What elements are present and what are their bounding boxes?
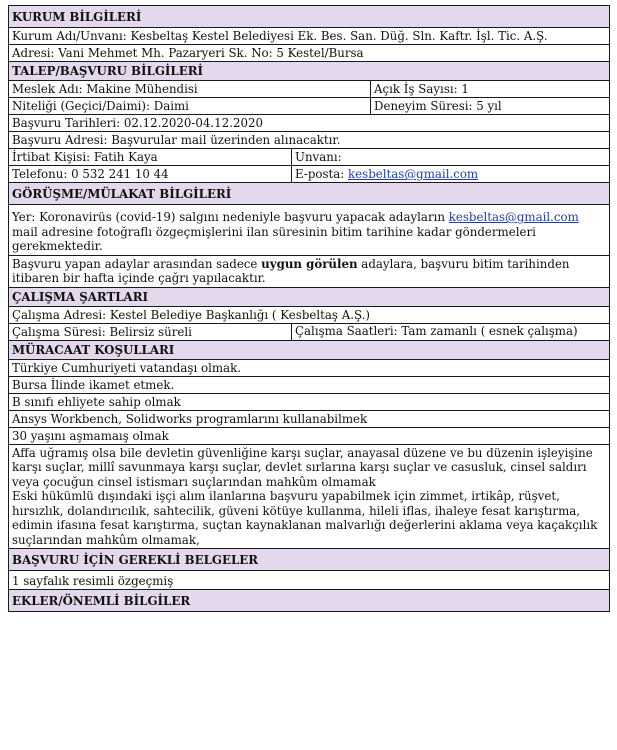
basvuru-tarihleri: Başvuru Tarihleri: 02.12.2020-04.12.2020 <box>9 115 610 132</box>
gorusme-text-1: Yer: Koronavirüs (covid-19) salgını nedeniyle başvuru yapacak adayların <box>12 210 449 224</box>
calisma-adresi: Çalışma Adresi: Kestel Belediye Başkanlığı ( Kesbeltaş A.Ş.) <box>9 306 610 323</box>
section-header-talep: TALEP/BAŞVURU BİLGİLERİ <box>9 62 610 81</box>
job-posting-table <box>8 5 610 612</box>
meslek-adi: Meslek Adı: Makine Mühendisi <box>9 81 371 98</box>
kurum-address: Adresi: Vani Mehmet Mh. Pazaryeri Sk. No: 5 Kestel/Bursa <box>9 45 610 62</box>
section-header-belgeler: BAŞVURU İÇİN GEREKLİ BELGELER <box>9 549 610 571</box>
basvuru-adresi: Başvuru Adresi: Başvurular mail üzerinden alınacaktır. <box>9 132 610 149</box>
muracaat-item: Türkiye Cumhuriyeti vatandaşı olmak. <box>9 359 610 376</box>
calisma-suresi: Çalışma Süresi: Belirsiz süreli <box>9 323 292 340</box>
section-header-ekler: EKLER/ÖNEMLİ BİLGİLER <box>9 590 610 612</box>
gorusme-text-3: Başvuru yapan adaylar arasından sadece <box>12 256 262 271</box>
muracaat-paragraph-1: Affa uğramış olsa bile devletin güvenliğine karşı suçlar, anayasal düzene ve bu düzenin işleyişine karşı suçlar, millî savunmaya karşı suçlar, devlet sırlarına karşı suçlar ve casusluk, cinsel saldırı veya çocuğun cinsel istismarı suçlarından mahkûm olmamak <box>12 445 593 489</box>
gorusme-text-2: mail adresine fotoğraflı özgeçmişlerini ilan süresinin bitim tarihine kadar göndermeleri gerekmektedir. <box>12 224 536 253</box>
section-header-calisma: ÇALIŞMA ŞARTLARI <box>9 287 610 306</box>
section-header-muracaat: MÜRACAAT KOŞULLARI <box>9 340 610 359</box>
muracaat-item: B sınıfı ehliyete sahip olmak <box>9 393 610 410</box>
eposta-link[interactable]: kesbeltas@gmail.com <box>348 167 479 181</box>
gorusme-bold-text: uygun görülen <box>261 256 358 271</box>
gorusme-cagri-paragraph <box>9 255 610 287</box>
gorusme-email-link[interactable]: kesbeltas@gmail.com <box>448 210 579 224</box>
telefonu: Telefonu: 0 532 241 10 44 <box>9 166 292 183</box>
muracaat-item: 30 yaşını aşmamaış olmak <box>9 427 610 444</box>
kurum-name: Kurum Adı/Unvanı: Kesbeltaş Kestel Belediyesi Ek. Bes. San. Düğ. Sln. Kaftr. İşl. Tic. A.Ş. <box>9 28 610 45</box>
eposta-label: E-posta: <box>295 167 349 181</box>
section-header-kurum: KURUM BİLGİLERİ <box>9 6 610 28</box>
deneyim-suresi: Deneyim Süresi: 5 yıl <box>371 98 610 115</box>
muracaat-paragraph-2: Eski hükümlü dışındaki işçi alım ilanlarına başvuru yapabilmek için zimmet, irtikâp, rüşvet, hırsızlık, dolandırıcılık, sahtecilik, güveni kötüye kullanma, hileli iflas, ihaleye fesat karıştırma, edimin ifasına fesat karıştırma, suçtan kaynaklanan malvarlığı değerlerini aklama veya kaçakçılık suçlarından mahkûm olmamak, <box>12 489 598 547</box>
calisma-saatleri: Çalışma Saatleri: Tam zamanlı ( esnek çalışma) <box>292 323 610 340</box>
niteligi: Niteliği (Geçici/Daimi): Daimi <box>9 98 371 115</box>
section-header-gorusme: GÖRÜŞME/MÜLAKAT BİLGİLERİ <box>9 183 610 205</box>
unvani: Unvanı: <box>292 149 610 166</box>
acik-is-sayisi: Açık İş Sayısı: 1 <box>371 81 610 98</box>
gorusme-yer-paragraph <box>9 205 610 256</box>
irtibat-kisisi: İrtibat Kişisi: Fatih Kaya <box>9 149 292 166</box>
muracaat-item: Bursa İlinde ikamet etmek. <box>9 376 610 393</box>
gorusme-text-4: adaylara, başvuru bitim tarihinden itibaren bir hafta içinde çağrı yapılacaktır. <box>12 256 570 285</box>
muracaat-paragraph <box>9 444 610 549</box>
muracaat-item: Ansys Workbench, Solidworks programlarını kullanabilmek <box>9 410 610 427</box>
belgeler-item: 1 sayfalık resimli özgeçmiş <box>9 571 610 590</box>
eposta-cell <box>292 166 610 183</box>
